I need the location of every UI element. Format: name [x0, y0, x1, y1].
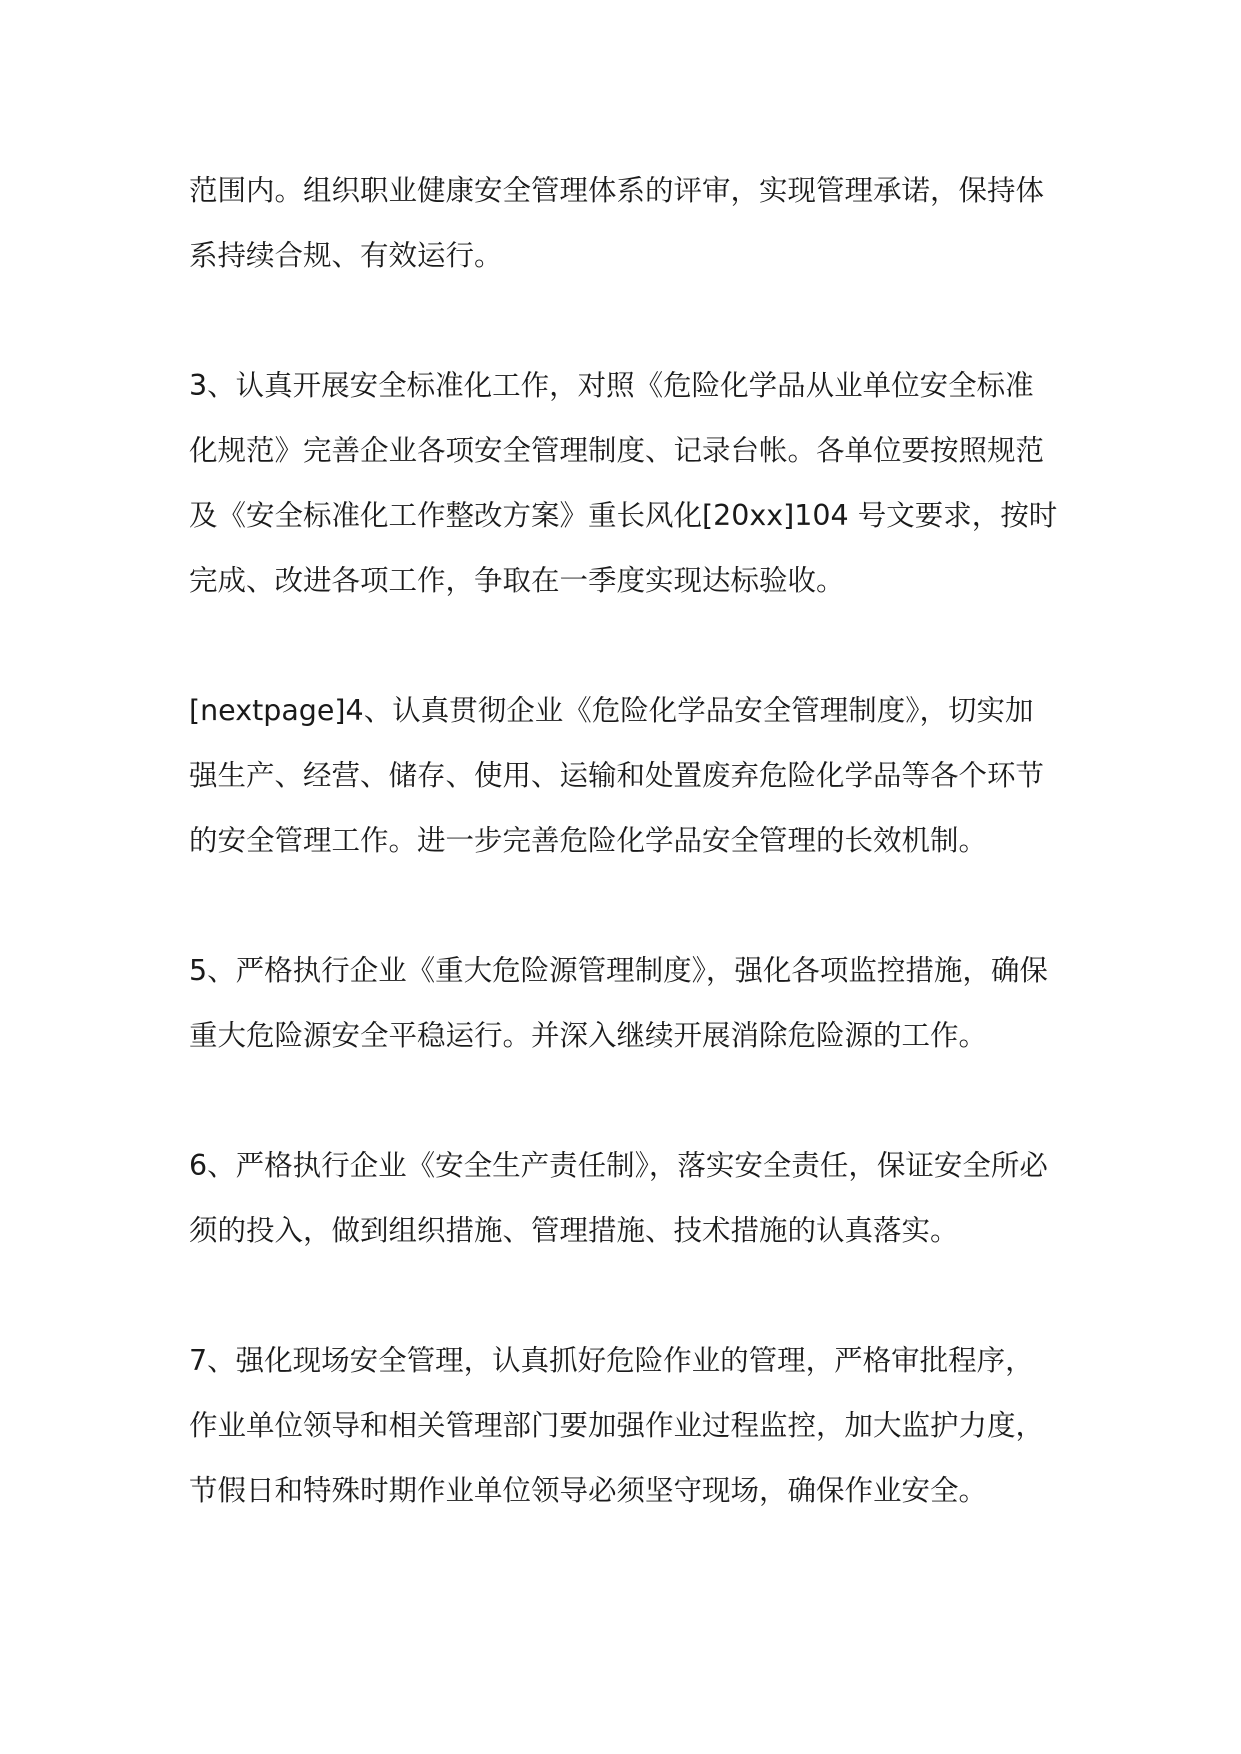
text-line: 范围内。组织职业健康安全管理体系的评审，实现管理承诺，保持体: [189, 174, 1045, 207]
text-line: 节假日和特殊时期作业单位领导必须坚守现场，确保作业安全。: [189, 1474, 988, 1507]
text-line: 化规范》完善企业各项安全管理制度、记录台帐。各单位要按照规范: [189, 434, 1045, 467]
paragraph-scope-continuation: [189, 158, 1089, 288]
text-line: 强生产、经营、储存、使用、运输和处置废弃危险化学品等各个环节: [189, 759, 1045, 792]
text-line: 完成、改进各项工作，争取在一季度实现达标验收。: [189, 564, 845, 597]
text-line: 5、严格执行企业《重大危险源管理制度》，强化各项监控措施，确保: [189, 954, 1048, 987]
text-line: [nextpage]4、认真贯彻企业《危险化学品安全管理制度》，切实加: [189, 694, 1034, 727]
text-line: 重大危险源安全平稳运行。并深入继续开展消除危险源的工作。: [189, 1019, 988, 1052]
paragraph-item-5: [189, 938, 1089, 1068]
paragraph-item-3: [189, 353, 1089, 613]
text-line: 及《安全标准化工作整改方案》重长风化[20xx]104 号文要求，按时: [189, 499, 1058, 532]
text-line: 6、严格执行企业《安全生产责任制》，落实安全责任，保证安全所必: [189, 1149, 1048, 1182]
paragraph-item-4: [189, 678, 1089, 873]
text-line: 须的投入，做到组织措施、管理措施、技术措施的认真落实。: [189, 1214, 959, 1247]
paragraph-item-7: [189, 1328, 1089, 1523]
text-line: 的安全管理工作。进一步完善危险化学品安全管理的长效机制。: [189, 824, 988, 857]
text-line: 系持续合规、有效运行。: [189, 239, 503, 272]
text-line: 作业单位领导和相关管理部门要加强作业过程监控，加大监护力度，: [189, 1409, 1045, 1442]
document-body: [189, 158, 1089, 1588]
text-line: 7、强化现场安全管理，认真抓好危险作业的管理，严格审批程序，: [189, 1344, 1034, 1377]
paragraph-item-6: [189, 1133, 1089, 1263]
text-line: 3、认真开展安全标准化工作，对照《危险化学品从业单位安全标准: [189, 369, 1034, 402]
